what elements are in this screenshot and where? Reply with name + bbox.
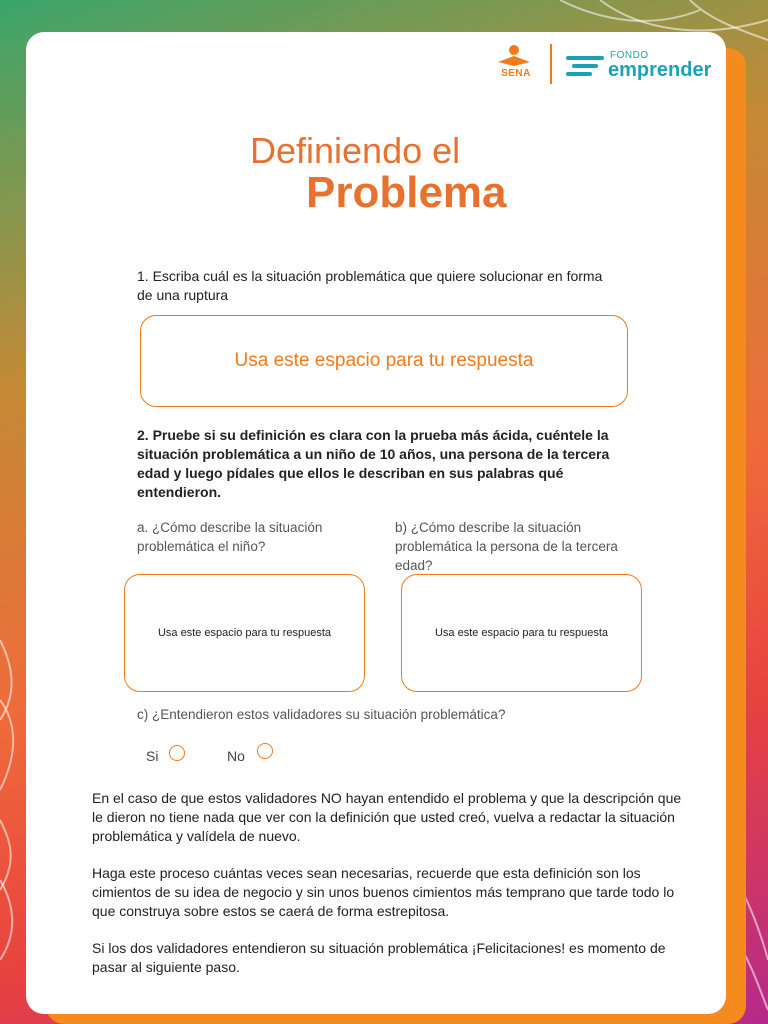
option-no-label: No bbox=[227, 748, 245, 764]
question-2b: b) ¿Cómo describe la situación problemática la persona de la tercera edad? bbox=[395, 520, 618, 573]
question-2: 2. Pruebe si su definición es clara con la prueba más ácida, cuéntele la situación problemática a un niño de 10 años, una persona de la tercera edad y luego pídales que ellos le describan en sus palabras qué entendieron. bbox=[137, 427, 610, 500]
fondo-label: FONDO bbox=[610, 50, 649, 61]
question-2c: c) ¿Entendieron estos validadores su situación problemática? bbox=[137, 707, 506, 722]
option-yes-radio[interactable] bbox=[169, 745, 185, 761]
emprender-label: emprender bbox=[608, 59, 712, 81]
page-title-line2: Problema bbox=[306, 168, 507, 217]
answer-1-box[interactable]: Usa este espacio para tu respuesta bbox=[140, 315, 628, 407]
fondo-emprender-icon bbox=[566, 54, 604, 78]
answer-2b-box[interactable]: Usa este espacio para tu respuesta bbox=[401, 574, 642, 692]
sena-logo-icon bbox=[494, 44, 534, 86]
instruction-paragraph-3: Si los dos validadores entendieron su situación problemática ¡Felicitaciones! es momento de pasar al siguiente paso. bbox=[92, 940, 666, 975]
question-1: 1. Escriba cuál es la situación problemática que quiere solucionar en forma de una ruptura bbox=[137, 268, 603, 303]
answer-2a-box[interactable]: Usa este espacio para tu respuesta bbox=[124, 574, 365, 692]
logo-divider bbox=[550, 44, 552, 84]
instruction-paragraph-1: En el caso de que estos validadores NO hayan entendido el problema y que la descripción que le dieron no tiene nada que ver con la definición que usted creó, vuelva a redactar la situación problemática y valídela de nuevo. bbox=[92, 790, 682, 844]
instruction-paragraph-2: Haga este proceso cuántas veces sean necesarias, recuerde que esta definición son los cimientos de su idea de negocio y sin unos buenos cimientos más temprano que tarde todo lo que construya sobre estos se caerá de forma estrepitosa. bbox=[92, 865, 675, 919]
question-2a: a. ¿Cómo describe la situación problemática el niño? bbox=[137, 520, 323, 554]
option-yes-label: Si bbox=[146, 748, 159, 764]
page-title-line1: Definiendo el bbox=[250, 130, 461, 171]
sena-logo-text: SENA bbox=[501, 68, 531, 79]
option-no-radio[interactable] bbox=[257, 743, 273, 759]
header-logos bbox=[494, 44, 714, 88]
